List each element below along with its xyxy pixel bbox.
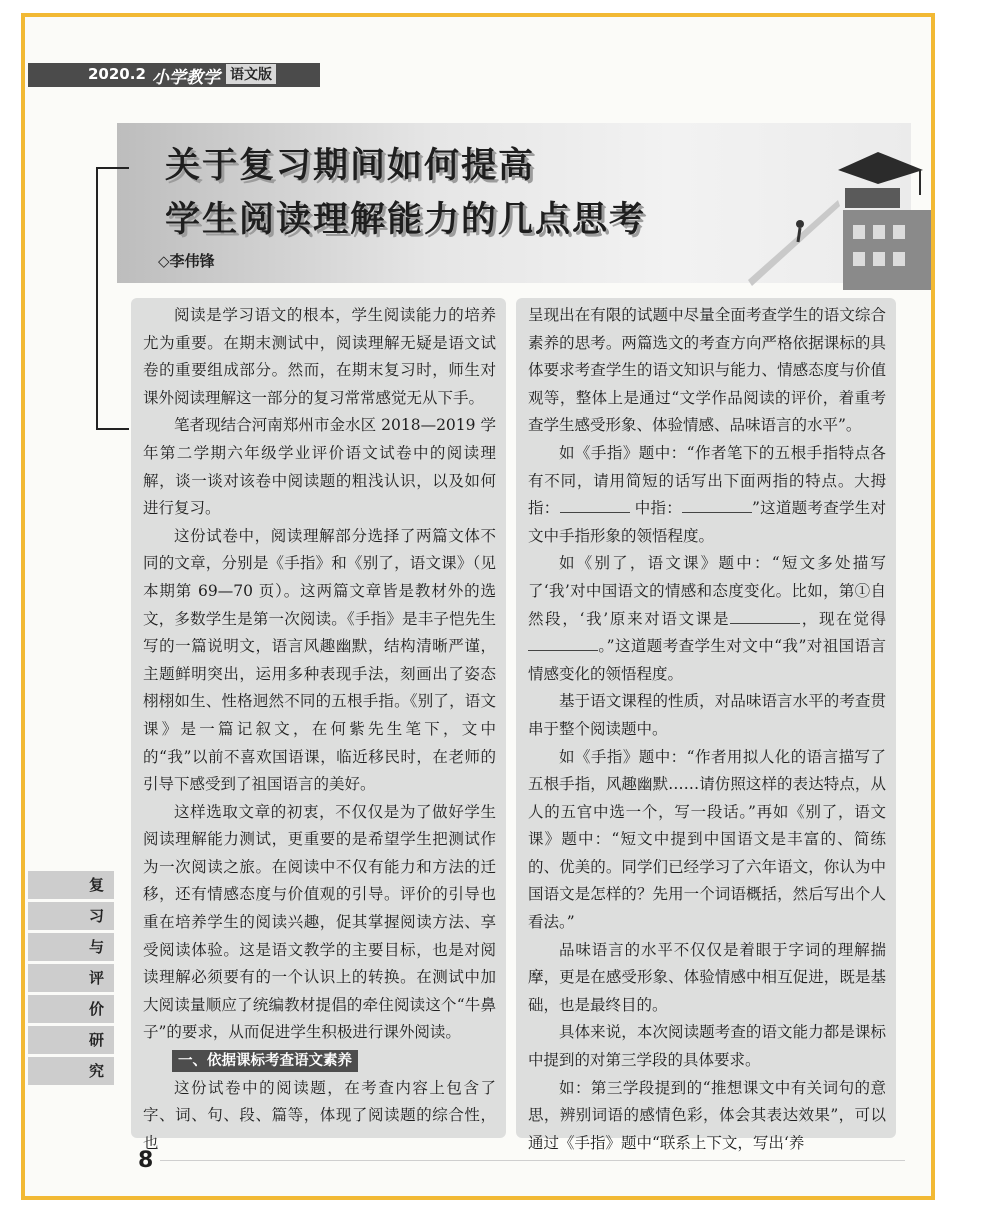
section-heading: 一、依据课标考查语文素养 <box>172 1050 358 1072</box>
paragraph-text: 。”这道题考查学生对文中“我”对祖国语言情感变化的领悟程度。 <box>528 637 886 683</box>
side-tab-char: 研 <box>28 1026 114 1054</box>
side-tab-char: 复 <box>28 871 114 899</box>
paragraph-text: 如《别了，语文课》题中：“短文多处描写了‘我’对中国语文的情感和态度变化。比如，第①自然段，‘我’原来对语文课是 <box>528 554 886 628</box>
side-tab-char: 评 <box>28 964 114 992</box>
issue-header <box>28 63 320 87</box>
answer-blank <box>682 497 752 514</box>
side-tab-char: 习 <box>28 902 114 930</box>
paragraph-text: 如《手指》题中：“作者笔下的五根手指特点各有不同，请用简短的话写出下面两指的特点。大拇指： <box>528 443 886 518</box>
paragraph: 如《手指》题中：“作者用拟人化的语言描写了五根手指，风趣幽默……请仿照这样的表达特点，从人的五官中选一个，写一段话。”再如《别了，语文课》题中：“短文中提到中国语文是丰富的、简练的、优美的。同学们已经学习了六年语文，你认为中国语文是怎样的？先用一个词语概括，然后写出个人看法。” <box>528 747 886 932</box>
article-title-line2: 学生阅读理解能力的几点思考 <box>165 200 647 240</box>
answer-blank <box>560 497 630 514</box>
paragraph: 这份试卷中，阅读理解部分选择了两篇文体不同的文章，分别是《手指》和《别了，语文课》（见本期第 69—70 页）。这两篇文章皆是教材外的选文，多数学生是第一次阅读。《手指》是丰子恺先生写的一篇说明文，语言风趣幽默，结构清晰严谨，主题鲜明突出，运用多种表现手法，刻画出了姿态栩栩如生、性格迥然不同的五根手指。《别了，语文课》是一篇记叙文，在何紫先生笔下，文中的“我”以前不喜欢国语课，临近移民时，在老师的引导下感受到了祖国语言的美好。 <box>143 526 496 794</box>
paragraph: 呈现出在有限的试题中尽量全面考查学生的语文综合素养的思考。两篇选文的考查方向严格依据课标的具体要求考查学生的语文知识与能力、情感态度与价值观等，整体上是通过“文学作品阅读的评价，着重考查学生感受形象、体验情感、品味语言的水平”。 <box>528 306 886 435</box>
side-tab-char: 与 <box>28 933 114 961</box>
answer-blank <box>730 607 800 624</box>
side-tab-char: 价 <box>28 995 114 1023</box>
side-tab-char: 究 <box>28 1057 114 1085</box>
answer-blank <box>528 635 598 652</box>
graduation-cap-building-illustration <box>748 140 933 290</box>
paragraph-with-blanks <box>528 440 886 550</box>
paragraph: 阅读是学习语文的根本，学生阅读能力的培养尤为重要。在期末测试中，阅读理解无疑是语文试卷的重要组成部分。然而，在期末复习时，师生对课外阅读理解这一部分的复习常常感觉无从下手。 <box>143 306 496 407</box>
paragraph: 如：第三学段提到的“推想课文中有关词句的意思，辨别词语的感情色彩，体会其表达效果”，可以通过《手指》题中“联系上下文，写出‘养 <box>528 1078 886 1152</box>
edition-label: 语文版 <box>226 64 276 84</box>
article-author: ◇李伟锋 <box>158 252 215 270</box>
article-column-left <box>131 298 506 1152</box>
section-side-tabs <box>28 871 114 1088</box>
footer-rule <box>160 1160 905 1161</box>
paragraph-text: ，现在觉得 <box>800 609 886 628</box>
title-bracket-decoration <box>96 167 129 430</box>
paragraph: 这份试卷中的阅读题，在考查内容上包含了字、词、句、段、篇等，体现了阅读题的综合性，也 <box>143 1078 496 1152</box>
paragraph: 品味语言的水平不仅仅是着眼于字词的理解揣摩，更是在感受形象、体验情感中相互促进，既是基础，也是最终目的。 <box>528 940 886 1014</box>
paragraph: 笔者现结合河南郑州市金水区 2018—2019 学年第二学期六年级学业评价语文试卷中的阅读理解，谈一谈对该卷中阅读题的粗浅认识，以及如何进行复习。 <box>143 416 496 518</box>
page-number: 8 <box>138 1148 154 1173</box>
paragraph-text: 中指： <box>634 499 682 518</box>
paragraph-text: ”这道题考查学生对文中手指形象的领悟程度。 <box>528 499 886 545</box>
paragraph: 基于语文课程的性质，对品味语言水平的考查贯串于整个阅读题中。 <box>528 692 886 738</box>
paragraph: 具体来说，本次阅读题考查的语文能力都是课标中提到的对第三学段的具体要求。 <box>528 1023 886 1070</box>
article-column-right <box>516 298 896 1152</box>
paragraph: 这样选取文章的初衷，不仅仅是为了做好学生阅读理解能力测试，更重要的是希望学生把测试作为一次阅读之旅。在阅读中不仅有能力和方法的迁移，还有情感态度与价值观的引导。评价的引导也重在培养学生的阅读兴趣，促其掌握阅读方法、享受阅读体验。这是语文教学的主要目标，也是对阅读理解必须要有的一个认识上的转换。在测试中加大阅读量顺应了统编教材提倡的牵住阅读这个“牛鼻子”的要求，从而促进学生积极进行课外阅读。 <box>143 802 496 1042</box>
article-title-line1: 关于复习期间如何提高 <box>165 146 536 186</box>
magazine-title: 小学教学 <box>152 68 220 88</box>
paragraph-with-blanks <box>528 550 886 688</box>
issue-date: 2020.2 <box>88 65 146 83</box>
